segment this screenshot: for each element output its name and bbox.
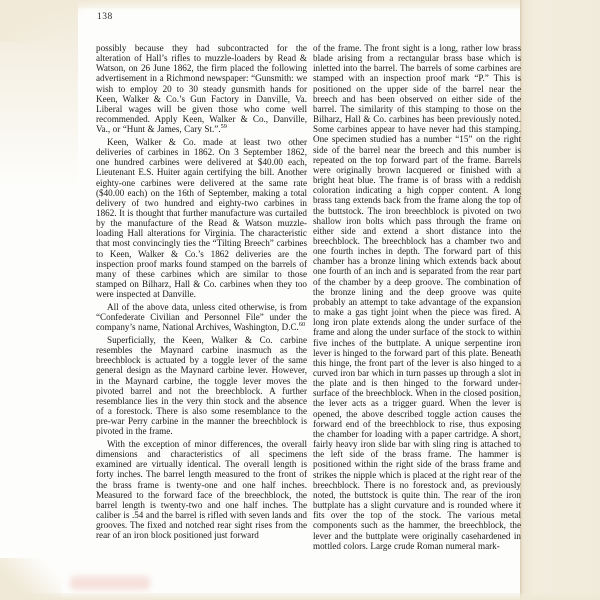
footnote-reference: 59: [220, 123, 227, 131]
paragraph: With the exception of minor differences, the overall dimensions and characteristics of all specimens examined are virtually identical. The overall length is forty inches. The barrel length measured to the front of the brass frame is twenty-one and one half inches. Measured to the forward face of the breechblock, the barrel length is twenty-two and one half inches. The caliber is .54 and the barrel is rifled with seven lands and grooves. The fixed and notched rear sight rises from the rear of an iron block positioned just forward: [96, 438, 307, 541]
scan-edge-left: [0, 0, 78, 190]
scan-edge-right: [520, 0, 600, 600]
paragraph: possibly because they had subcontracted for the alteration of Hall’s rifles to muzzle-loaders by Read & Watson, on 26 June 1862, the firm placed the following advertisement in a Richmond newspaper: “Gunsmith: we wish to employ 20 to 30 steady gunsmith hands for Keen, Walker & Co.’s Gun Factory in Danville, Va. Liberal wages will be given those who come well recommended. Apply Keen, Walker & Co., Danville, Va., or “Hunt & James, Cary St.”.$^{59}$: [96, 43, 307, 135]
ink-bleed-smudge: [70, 576, 150, 590]
paragraph: All of the above data, unless cited otherwise, is from “Confederate Civilian and Personnel File” under the company’s name, National Archives, Washington, D.C.$^{60}$: [96, 301, 307, 333]
text-column-left: [96, 43, 307, 541]
paragraph: Keen, Walker & Co. made at least two other deliveries of carbines in 1862. On 3 September 1862, one hundred carbines were delivered at $40.00 each, Lieutenant E.S. Huiter again certifying the bill. Another eighty-one carbines were delivered at the same rate ($40.00 each) on the 16th of September, making a total delivery of two hundred and eighty-two carbines in 1862. It is thought that further manufacture was curtailed by the manufacture of the Read & Watson muzzle-loading Hall alterations for Virginia. The characteristic that most convincingly ties the “Tilting Breech” carbines to Keen, Walker & Co.’s 1862 deliveries are the inspection proof marks found stamped on the barrels of many of these carbines which are similar to those stamped on Bilharz, Hall & Co. carbines when they too were inspected at Danville.: [96, 136, 307, 300]
scan-edge-bottom: [0, 593, 600, 600]
page-number: 138: [97, 12, 113, 22]
scan-corner-bottom-left: [0, 558, 62, 600]
paragraph: Superficially, the Keen, Walker & Co. carbine resembles the Maynard carbine inasmuch as the breechblock is actuated by a toggle lever of the same general design as the Maynard carbine lever. However, in the Maynard carbine, the toggle lever moves the pivoted barrel and not the breechblock. A further resemblance lies in the very thin stock and the absence of a forestock. There is also some resemblance to the pre-war Perry carbine in the manner the breechblock is pivoted in the frame.: [96, 334, 307, 437]
paragraph: of the frame. The front sight is a long, rather low brass blade arising from a rectangular brass base which is inletted into the barrel. The barrels of some carbines are stamped with an inspection proof mark “P.” This is positioned on the upper side of the barrel near the breech and has been observed on either side of the barrel. The similarity of this stamping to those on the Bilharz, Hall & Co. carbines has been previously noted. Some carbines appear to have never had this stamping. One specimen studied has a number “15” on the right side of the barrel near the breech and this number is repeated on the top forward part of the frame. Barrels were originally brown lacquered or finished with a bright heat blue. The frame is of brass with a reddish coloration indicating a high copper content. A long brass tang extends back from the frame along the top of the buttstock. The iron breechblock is pivoted on two shallow iron bolts which pass through the frame on either side and extend a short distance into the breechblock. The breechblock has a chamber two and one fourth inches in depth. The forward part of this chamber has a bronze lining which extends back about one fourth of an inch and is separated from the rear part of the chamber by a deep groove. The combination of the bronze lining and the deep groove was quite probably an attempt to take advantage of the expansion to make a gas tight joint when the piece was fired. A long iron plate extends along the under surface of the frame and along the under surface of the stock to within five inches of the buttplate. A unique serpentine iron lever is hinged to the forward part of this plate. Beneath this hinge, the front part of the lever is also hinged to a curved iron bar which in turn passes up through a slot in the plate and is then hinged to the forward under-surface of the breechblock. When in the closed position, the lever acts as a trigger guard. When the lever is opened, the above described toggle action causes the forward end of the breechblock to rise, thus exposing the chamber for loading with a paper cartridge. A short, fairly heavy iron slide bar with sling ring is attached to the left side of the brass frame. The hammer is positioned within the right side of the brass frame and strikes the nipple which is placed at the right rear of the breechblock. There is no forestock and, as previously noted, the buttstock is quite thin. The rear of the iron buttplate has a slight curvature and is rounded where it fits over the top of the stock. The various metal components such as the hammer, the breechblock, the lever and the buttplate were originally casehardened in mottled colors. Large crude Roman numeral mark-: [313, 43, 521, 551]
text-column-right: [313, 43, 521, 551]
scan-edge-top: [0, 0, 600, 10]
footnote-reference: 60: [298, 321, 306, 329]
